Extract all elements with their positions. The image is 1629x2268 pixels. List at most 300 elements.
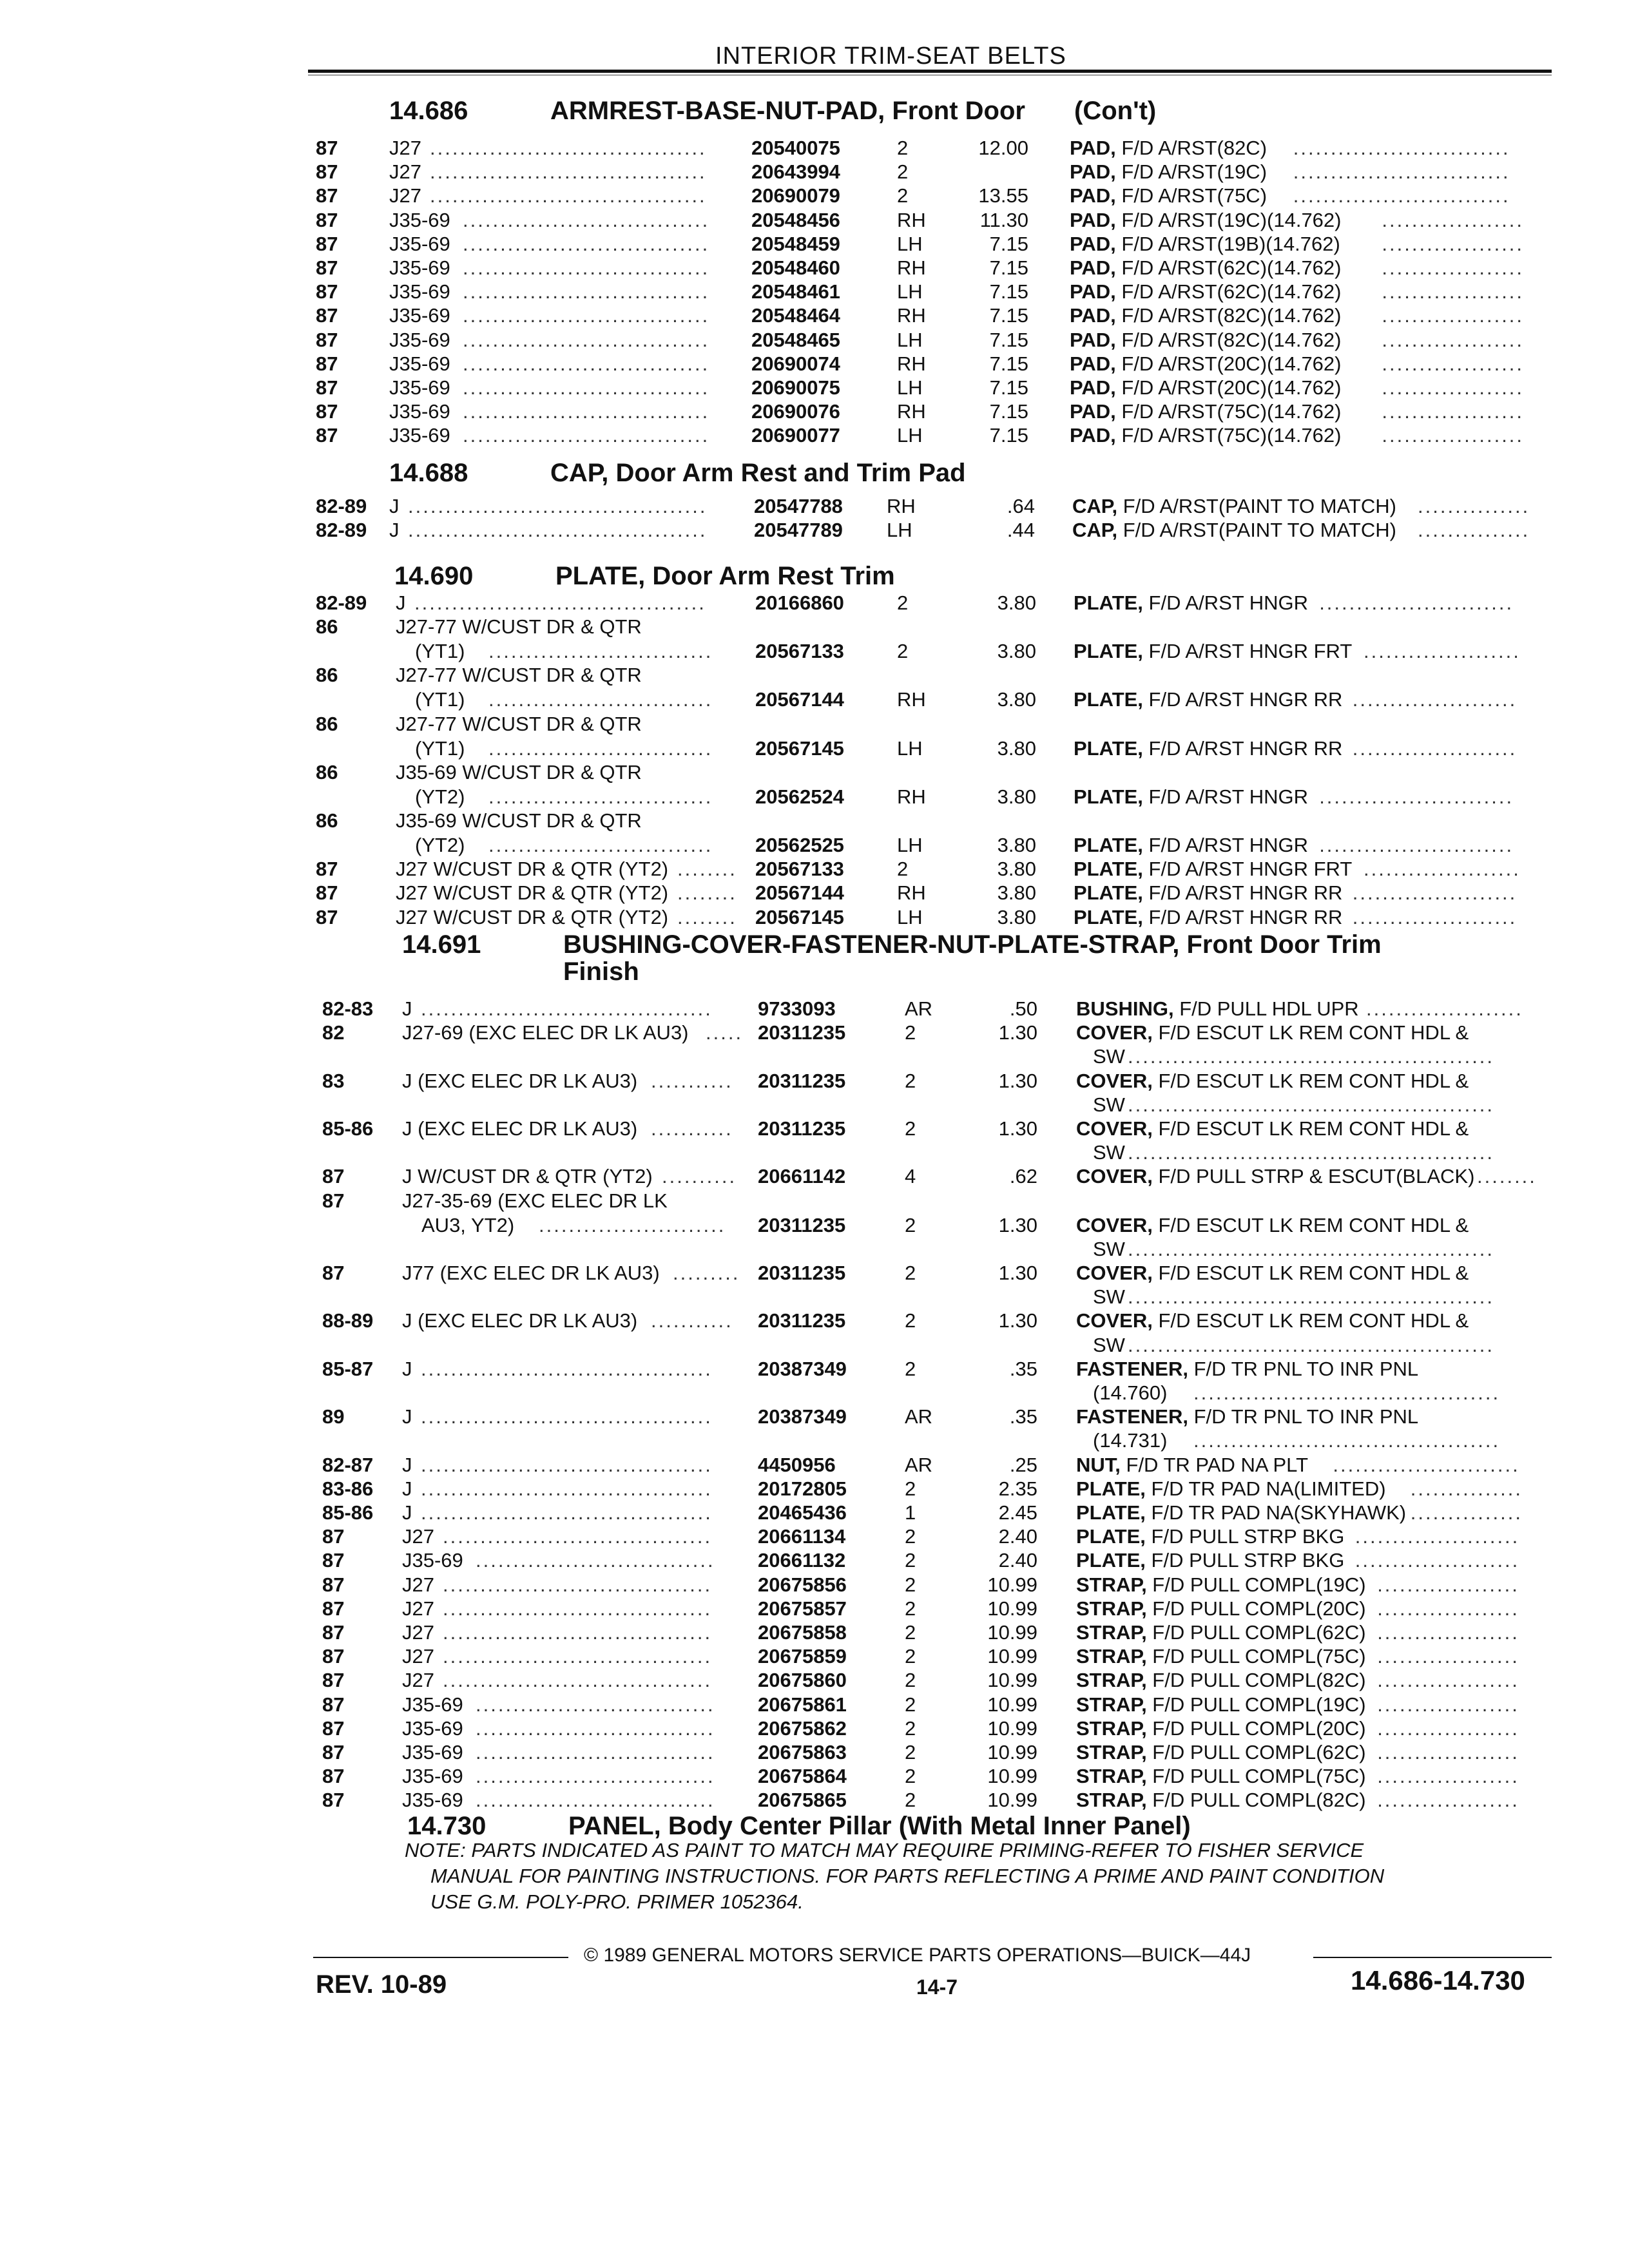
part-number: 20567144 — [755, 688, 844, 711]
description-noun: STRAP, — [1076, 1573, 1147, 1596]
description — [1076, 997, 1359, 1022]
description-noun: PAD, — [1070, 328, 1116, 351]
model-code: J35-69 — [389, 328, 450, 351]
description — [1070, 209, 1341, 233]
leader-dots: ....................................... — [414, 591, 706, 614]
quantity: RH — [897, 256, 926, 279]
model-code-cont: (YT1) — [415, 640, 465, 663]
description — [1076, 1597, 1366, 1622]
quantity: 2 — [905, 1645, 916, 1668]
description-noun: PLATE, — [1074, 640, 1143, 663]
description-detail: F/D TR PNL TO INR PNL — [1188, 1357, 1419, 1380]
description-detail: F/D PULL STRP & ESCUT(BLACK) — [1152, 1165, 1475, 1188]
description-detail: F/D A/RST(PAINT TO MATCH) — [1117, 519, 1396, 542]
leader-dots: .................................... — [443, 1597, 713, 1620]
quantity: LH — [897, 328, 923, 351]
part-number: 20311235 — [758, 1021, 846, 1044]
page-header-title: INTERIOR TRIM-SEAT BELTS — [715, 43, 1066, 70]
description — [1076, 1309, 1469, 1334]
description-noun: COVER, — [1076, 1165, 1153, 1188]
model-code: J (EXC ELEC DR LK AU3) — [402, 1309, 638, 1332]
leader-dots: ..................................... — [430, 184, 707, 207]
description — [1070, 160, 1267, 185]
model-code: J — [389, 495, 400, 517]
description-noun: COVER, — [1076, 1069, 1153, 1092]
leader-dots: ...................... — [1354, 1525, 1520, 1548]
leader-dots: ................................................. — [1128, 1093, 1495, 1116]
leader-dots: .................................... — [443, 1645, 713, 1668]
price: .62 — [1009, 1165, 1037, 1188]
price: 1.30 — [998, 1069, 1037, 1092]
description-noun: PLATE, — [1076, 1477, 1146, 1500]
part-number: 20311235 — [758, 1262, 846, 1284]
description-detail: F/D PULL COMPL(62C) — [1146, 1741, 1366, 1763]
quantity: 2 — [905, 1357, 916, 1380]
description — [1074, 737, 1342, 762]
section-heading — [389, 97, 1156, 126]
model-code: J — [402, 1405, 412, 1428]
price: 10.99 — [987, 1573, 1037, 1596]
description — [1070, 280, 1341, 305]
description — [1076, 1549, 1344, 1573]
description-noun: PAD, — [1070, 208, 1116, 231]
leader-dots: ................................ — [476, 1693, 715, 1716]
model-year: 83-86 — [322, 1477, 374, 1500]
quantity: 2 — [905, 1069, 916, 1092]
description-detail: F/D PULL HDL UPR — [1173, 997, 1359, 1020]
model-year: 87 — [316, 328, 338, 351]
leader-dots: ................................. — [463, 328, 710, 351]
description-cont: SW — [1093, 1237, 1125, 1260]
leader-dots: ................................. — [463, 280, 710, 303]
part-number: 20172805 — [758, 1477, 847, 1500]
quantity: 2 — [905, 1117, 916, 1140]
description-cont: (14.760) — [1093, 1381, 1168, 1404]
description-detail: F/D PULL COMPL(19C) — [1146, 1693, 1366, 1716]
leader-dots: ................................................. — [1128, 1333, 1495, 1356]
model-year: 87 — [316, 905, 338, 928]
part-number: 20387349 — [758, 1357, 847, 1380]
price: 11.30 — [979, 208, 1028, 231]
price — [958, 160, 1028, 185]
description-detail: F/D A/RST(20C)(14.762) — [1115, 376, 1342, 399]
price: 7.15 — [989, 280, 1028, 303]
model-year: 82-87 — [322, 1453, 374, 1476]
model-year: 82-89 — [316, 495, 367, 517]
model-code: J27 W/CUST DR & QTR (YT2) — [396, 858, 669, 881]
leader-dots: .......... — [662, 1165, 737, 1188]
description-noun: COVER, — [1076, 1213, 1153, 1236]
price: .50 — [1009, 997, 1037, 1020]
model-code: J35-69 W/CUST DR & QTR — [396, 760, 642, 783]
description-detail: F/D TR PAD NA(SKYHAWK) — [1145, 1501, 1407, 1524]
leader-dots: .................................... — [443, 1669, 713, 1692]
description — [1076, 1454, 1308, 1478]
part-number: 20548461 — [751, 280, 840, 303]
description — [1076, 1070, 1469, 1094]
quantity: 2 — [905, 1716, 916, 1740]
leader-dots: ................................................. — [1128, 1285, 1495, 1309]
model-code: J35-69 — [389, 232, 450, 255]
leader-dots: ........... — [651, 1117, 733, 1140]
description-noun: PAD, — [1070, 232, 1116, 255]
model-year: 87 — [316, 184, 338, 207]
model-year: 87 — [322, 1645, 345, 1668]
model-year: 85-87 — [322, 1357, 374, 1380]
price: 13.55 — [978, 184, 1028, 207]
leader-dots: ................................................. — [1128, 1141, 1495, 1164]
model-year: 87 — [322, 1741, 345, 1763]
quantity: 2 — [905, 1765, 916, 1788]
description-noun: STRAP, — [1076, 1716, 1147, 1740]
model-year: 87 — [322, 1693, 345, 1716]
model-code: J27 — [389, 137, 421, 159]
description-noun: PLATE, — [1074, 881, 1143, 905]
description-detail: F/D A/RST(75C)(14.762) — [1115, 400, 1342, 423]
description — [1076, 1405, 1418, 1430]
part-number: 20547789 — [754, 519, 843, 542]
description — [1072, 495, 1396, 519]
description-detail: F/D A/RST HNGR FRT — [1142, 640, 1353, 663]
description — [1076, 1645, 1366, 1669]
quantity: RH — [897, 785, 926, 808]
description-detail: F/D PULL COMPL(20C) — [1146, 1597, 1366, 1620]
model-year: 86 — [316, 712, 338, 735]
part-number: 20567145 — [755, 736, 844, 760]
quantity: LH — [897, 424, 923, 447]
description — [1074, 785, 1308, 810]
part-number: 20675865 — [758, 1789, 847, 1812]
description-noun: PLATE, — [1074, 591, 1143, 614]
quantity: 2 — [905, 1525, 916, 1548]
quantity: RH — [897, 304, 926, 327]
model-code: J — [402, 1501, 412, 1524]
quantity: 2 — [897, 858, 909, 881]
description — [1076, 1358, 1418, 1382]
description-detail: F/D A/RST(19C) — [1115, 160, 1268, 184]
leader-dots: ............................. — [1293, 137, 1510, 159]
leader-dots: ...................... — [1354, 1549, 1520, 1572]
quantity: 2 — [905, 1213, 916, 1236]
page-number: 14-7 — [916, 1975, 958, 1999]
part-number: 20562524 — [755, 785, 844, 808]
description-detail: F/D PULL COMPL(62C) — [1146, 1621, 1366, 1644]
description — [1074, 834, 1308, 858]
description-noun: STRAP, — [1076, 1669, 1147, 1692]
leader-dots: ................... — [1382, 232, 1525, 255]
part-number: 20567133 — [755, 858, 844, 881]
price: 12.00 — [978, 137, 1028, 159]
leader-dots: .............................. — [488, 834, 713, 856]
quantity: RH — [887, 495, 916, 517]
quantity: 2 — [905, 1669, 916, 1692]
price: 3.80 — [997, 905, 1036, 928]
description — [1070, 184, 1267, 209]
part-number: 20690075 — [751, 376, 840, 399]
quantity: LH — [897, 905, 923, 928]
quantity: LH — [897, 834, 923, 856]
part-number: 20311235 — [758, 1213, 846, 1236]
model-code: J27 — [402, 1597, 434, 1620]
description-detail: F/D PULL COMPL(19C) — [1146, 1573, 1366, 1596]
description-noun: COVER, — [1076, 1021, 1153, 1044]
description-detail: F/D PULL STRP BKG — [1145, 1549, 1345, 1572]
model-code: J35-69 — [402, 1765, 463, 1788]
model-code: J35-69 — [389, 400, 450, 423]
leader-dots: ........... — [651, 1309, 733, 1332]
model-code: J35-69 — [402, 1741, 463, 1763]
description — [1070, 352, 1341, 377]
price: .64 — [1007, 495, 1035, 517]
price: 7.15 — [989, 424, 1028, 447]
price: 1.30 — [998, 1309, 1037, 1332]
model-year: 87 — [316, 881, 338, 905]
model-year: 87 — [322, 1765, 345, 1788]
section-heading — [402, 930, 1382, 959]
model-code: J35-69 W/CUST DR & QTR — [396, 809, 642, 832]
description-detail: F/D A/RST HNGR — [1142, 785, 1309, 808]
leader-dots: ......................... — [539, 1213, 726, 1236]
model-year: 86 — [316, 760, 338, 783]
model-year: 87 — [316, 400, 338, 423]
leader-dots: ................................. — [463, 208, 710, 231]
description-detail: F/D PULL COMPL(75C) — [1146, 1645, 1366, 1668]
model-code: J35-69 — [402, 1549, 463, 1572]
description-noun: BUSHING, — [1076, 997, 1174, 1020]
description — [1076, 1021, 1469, 1046]
description-detail: F/D TR PAD NA PLT — [1120, 1453, 1308, 1476]
quantity: LH — [897, 736, 923, 760]
model-code: J — [402, 1477, 412, 1500]
description-detail: F/D A/RST HNGR — [1142, 591, 1309, 614]
price: 3.80 — [997, 688, 1036, 711]
leader-dots: ................... — [1382, 256, 1525, 279]
model-code: J35-69 — [402, 1789, 463, 1812]
leader-dots: ............... — [1418, 495, 1530, 517]
description — [1076, 1214, 1469, 1238]
part-number: 20311235 — [758, 1117, 846, 1140]
price: 7.15 — [989, 400, 1028, 423]
price: 10.99 — [987, 1597, 1037, 1620]
description-detail: F/D A/RST HNGR FRT — [1142, 858, 1353, 881]
leader-dots: ................................. — [463, 424, 710, 447]
model-year: 86 — [316, 809, 338, 832]
part-number: 20675862 — [758, 1716, 847, 1740]
quantity: 2 — [897, 137, 909, 159]
description-noun: COVER, — [1076, 1309, 1153, 1332]
description-detail: F/D A/RST(19C)(14.762) — [1115, 208, 1342, 231]
leader-dots: ..................... — [1366, 997, 1523, 1020]
description-noun: PLATE, — [1076, 1549, 1146, 1572]
description-detail: F/D A/RST(82C)(14.762) — [1115, 304, 1342, 327]
quantity: 2 — [897, 640, 909, 663]
quantity: 1 — [905, 1501, 916, 1524]
model-code: J27 — [389, 160, 421, 184]
description-detail: F/D A/RST(75C) — [1115, 184, 1268, 207]
part-number: 20661132 — [758, 1549, 846, 1572]
leader-dots: ........ — [677, 858, 737, 881]
quantity: AR — [905, 997, 933, 1020]
description — [1070, 233, 1340, 257]
footer-rule-right — [1313, 1957, 1552, 1958]
leader-dots: .................................... — [443, 1525, 713, 1548]
part-number: 20690079 — [751, 184, 840, 207]
model-code: J35-69 — [389, 280, 450, 303]
leader-dots: .............................. — [488, 640, 713, 663]
description — [1076, 1117, 1469, 1142]
description-noun: PLATE, — [1076, 1525, 1146, 1548]
description-detail: F/D PULL COMPL(82C) — [1146, 1789, 1366, 1812]
model-code: J27 — [402, 1573, 434, 1596]
description — [1074, 640, 1352, 664]
description — [1070, 400, 1341, 425]
model-year: 82-89 — [316, 591, 367, 614]
price: 10.99 — [987, 1645, 1037, 1668]
leader-dots: ....................................... — [421, 1357, 713, 1380]
description-detail: F/D A/RST HNGR RR — [1142, 736, 1343, 760]
model-year: 88-89 — [322, 1309, 374, 1332]
part-number: 20675864 — [758, 1765, 847, 1788]
price: 7.15 — [989, 232, 1028, 255]
description-detail: F/D TR PAD NA(LIMITED) — [1145, 1477, 1386, 1500]
price: .35 — [1009, 1405, 1037, 1428]
leader-dots: ................................ — [476, 1716, 715, 1740]
model-code: J — [402, 1453, 412, 1476]
quantity: LH — [897, 280, 923, 303]
model-code: J77 (EXC ELEC DR LK AU3) — [402, 1262, 660, 1284]
model-code: J W/CUST DR & QTR (YT2) — [402, 1165, 653, 1188]
quantity: RH — [897, 352, 926, 375]
model-code: J (EXC ELEC DR LK AU3) — [402, 1069, 638, 1092]
model-year: 87 — [316, 424, 338, 447]
quantity: RH — [897, 688, 926, 711]
price: 3.80 — [997, 640, 1036, 663]
part-number: 20690076 — [751, 400, 840, 423]
price: 3.80 — [997, 785, 1036, 808]
description-detail: F/D PULL STRP BKG — [1145, 1525, 1345, 1548]
description-cont: SW — [1093, 1141, 1125, 1164]
quantity: 2 — [905, 1021, 916, 1044]
leader-dots: ...................... — [1352, 688, 1518, 711]
leader-dots: ................................. — [463, 256, 710, 279]
part-number: 9733093 — [758, 997, 836, 1020]
description-detail: F/D A/RST HNGR — [1142, 834, 1309, 856]
leader-dots: ................... — [1382, 400, 1525, 423]
description-detail: F/D A/RST HNGR RR — [1142, 881, 1343, 905]
description-detail: F/D ESCUT LK REM CONT HDL & — [1152, 1213, 1469, 1236]
leader-dots: ...................... — [1352, 905, 1518, 928]
model-year: 87 — [322, 1669, 345, 1692]
leader-dots: ....................................... — [421, 997, 713, 1020]
leader-dots: ................... — [1377, 1693, 1519, 1716]
model-code: J27 — [402, 1621, 434, 1644]
description-detail: F/D ESCUT LK REM CONT HDL & — [1152, 1069, 1469, 1092]
part-number: 20548464 — [751, 304, 840, 327]
description-noun: COVER, — [1076, 1262, 1153, 1284]
note-line-2: MANUAL FOR PAINTING INSTRUCTIONS. FOR PARTS REFLECTING A PRIME AND PAINT CONDITION — [430, 1865, 1385, 1887]
model-year: 82 — [322, 1021, 345, 1044]
section-number: 14.686 — [389, 97, 468, 125]
description-noun: PAD, — [1070, 137, 1116, 159]
leader-dots: ......................... — [1333, 1453, 1520, 1476]
leader-dots: .................................... — [443, 1621, 713, 1644]
model-year: 82-89 — [316, 519, 367, 542]
price: 1.30 — [998, 1117, 1037, 1140]
leader-dots: ................................. — [463, 304, 710, 327]
description — [1076, 1477, 1386, 1502]
part-number: 20548465 — [751, 328, 840, 351]
section-title: PLATE, Door Arm Rest Trim — [555, 562, 895, 590]
model-year: 87 — [316, 208, 338, 231]
model-year: 87 — [322, 1189, 345, 1212]
price: 10.99 — [987, 1716, 1037, 1740]
part-number: 20675861 — [758, 1693, 847, 1716]
model-code-cont: AU3, YT2) — [421, 1213, 515, 1236]
description-detail: F/D A/RST(62C)(14.762) — [1115, 256, 1342, 279]
description — [1076, 1765, 1366, 1789]
leader-dots: ................................. — [463, 400, 710, 423]
leader-dots: ................... — [1382, 208, 1525, 231]
model-code: J27 W/CUST DR & QTR (YT2) — [396, 881, 669, 905]
leader-dots: ...................... — [1352, 881, 1518, 905]
description-noun: CAP, — [1072, 495, 1118, 517]
leader-dots: ........... — [651, 1069, 733, 1092]
description — [1076, 1165, 1474, 1189]
section-number: 14.691 — [402, 930, 481, 959]
model-year: 87 — [316, 352, 338, 375]
description — [1070, 329, 1341, 353]
description — [1076, 1525, 1344, 1550]
leader-dots: ................................ — [476, 1741, 715, 1763]
description-noun: PAD, — [1070, 376, 1116, 399]
leader-dots: ................... — [1382, 424, 1525, 447]
part-number: 20166860 — [755, 591, 844, 614]
model-code: J27-77 W/CUST DR & QTR — [396, 615, 642, 639]
description — [1074, 591, 1308, 616]
quantity: 2 — [905, 1309, 916, 1332]
model-code: J — [402, 1357, 412, 1380]
price: 2.40 — [998, 1549, 1037, 1572]
model-year: 87 — [322, 1716, 345, 1740]
leader-dots: ................................. — [463, 352, 710, 375]
leader-dots: ................... — [1377, 1716, 1519, 1740]
section-number: 14.688 — [389, 459, 468, 487]
part-number: 20567144 — [755, 881, 844, 905]
part-number: 20311235 — [758, 1309, 846, 1332]
quantity: RH — [897, 400, 926, 423]
price: 3.80 — [997, 736, 1036, 760]
quantity: RH — [897, 208, 926, 231]
leader-dots: ....................................... — [421, 1477, 713, 1500]
quantity: AR — [905, 1453, 933, 1476]
part-number: 20675856 — [758, 1573, 847, 1596]
footer-rule-left — [313, 1957, 568, 1958]
description — [1072, 519, 1396, 543]
description-noun: PAD, — [1070, 304, 1116, 327]
quantity: 4 — [905, 1165, 916, 1188]
leader-dots: ........................................ — [408, 495, 708, 517]
price: 10.99 — [987, 1669, 1037, 1692]
price: 3.80 — [997, 834, 1036, 856]
section-heading — [389, 459, 966, 488]
section-title: BUSHING-COVER-FASTENER-NUT-PLATE-STRAP, Front Door Trim — [563, 930, 1382, 959]
leader-dots: .................................... — [443, 1573, 713, 1596]
model-year: 87 — [316, 137, 338, 159]
part-number: 20675859 — [758, 1645, 847, 1668]
price: 2.40 — [998, 1525, 1037, 1548]
description-noun: FASTENER, — [1076, 1405, 1188, 1428]
model-code: J27-77 W/CUST DR & QTR — [396, 664, 642, 687]
